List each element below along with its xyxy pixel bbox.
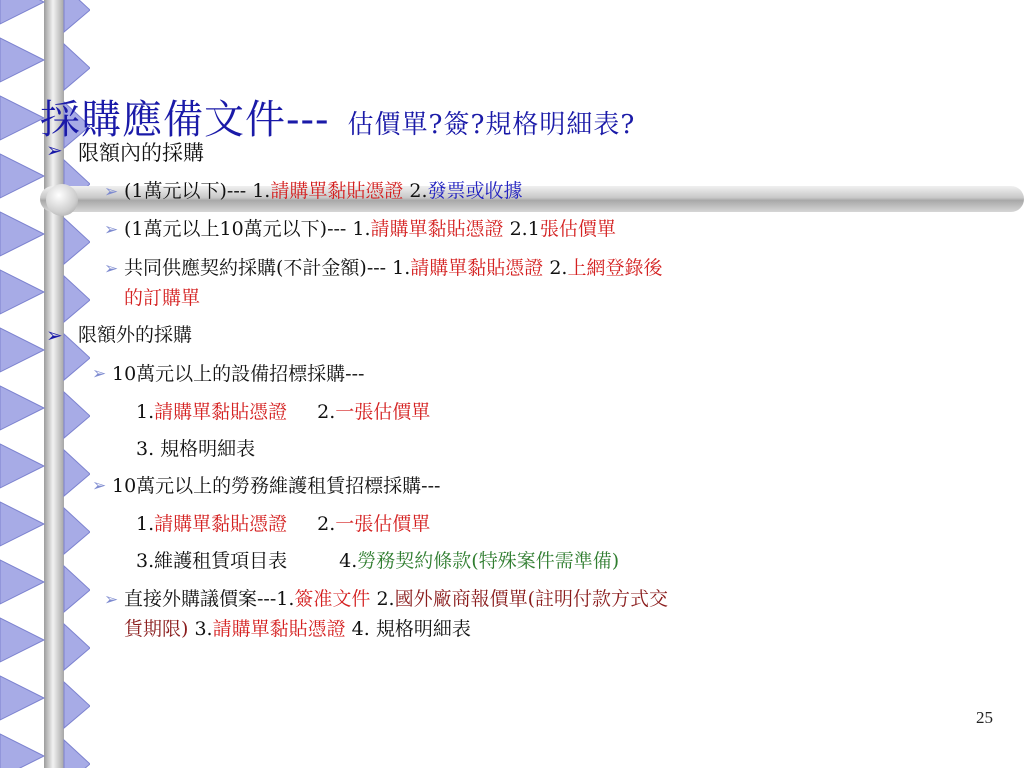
binder-triangle-right bbox=[64, 392, 90, 438]
binder-triangle-left bbox=[0, 386, 44, 430]
section2-item2-line1: 1.請購單黏貼憑證 2.一張估價單 bbox=[136, 513, 431, 535]
binder-triangle-right bbox=[64, 624, 90, 670]
binder-triangle-left bbox=[0, 502, 44, 546]
section2-heading: 限額外的採購 bbox=[78, 324, 193, 346]
title-sub: 估價單?簽?規格明細表? bbox=[347, 110, 636, 140]
binder-triangle-right bbox=[64, 566, 90, 612]
sub-bullet-icon: ➢ bbox=[104, 220, 119, 240]
section1-item-1: (1萬元以下)--- 1.請購單黏貼憑證 2.發票或收據 bbox=[124, 180, 523, 202]
binder-triangle-right bbox=[64, 0, 90, 32]
sub-bullet-icon: ➢ bbox=[104, 259, 119, 279]
binder-triangle-left bbox=[0, 212, 44, 256]
section2-item2-line2: 3.維護租賃項目表 4.勞務契約條款(特殊案件需準備) bbox=[136, 550, 620, 572]
bullet-icon: ➢ bbox=[46, 323, 63, 347]
section2-item1-line2: 3. 規格明細表 bbox=[136, 438, 256, 460]
section1-heading: 限額內的採購 bbox=[78, 141, 204, 165]
binder-triangle-right bbox=[64, 276, 90, 322]
binder-triangle-left bbox=[0, 328, 44, 372]
binder-triangle-right bbox=[64, 682, 90, 728]
binder-triangle-left bbox=[0, 38, 44, 82]
binder-triangle-left bbox=[0, 734, 44, 768]
binder-triangle-right bbox=[64, 740, 90, 768]
binder-triangle-left bbox=[0, 96, 44, 140]
binder-triangle-left bbox=[0, 270, 44, 314]
binder-triangle-left bbox=[0, 444, 44, 488]
binder-triangle-right bbox=[64, 450, 90, 496]
binder-triangle-left bbox=[0, 618, 44, 662]
section2-item3-line2: 貨期限) 3.請購單黏貼憑證 4. 規格明細表 bbox=[124, 618, 471, 640]
sub-bullet-icon: ➢ bbox=[104, 590, 119, 610]
title-main: 採購應備文件--- bbox=[40, 97, 330, 143]
sub-bullet-icon: ➢ bbox=[104, 182, 119, 202]
section2-item3-line1: 直接外購議價案---1.簽准文件 2.國外廠商報價單(註明付款方式交 bbox=[124, 588, 668, 610]
section1-item-2: (1萬元以上10萬元以下)--- 1.請購單黏貼憑證 2.1張估價單 bbox=[124, 218, 616, 240]
bullet-icon: ➢ bbox=[46, 138, 63, 162]
binder-triangle-left bbox=[0, 676, 44, 720]
section2-item1-head: 10萬元以上的設備招標採購--- bbox=[112, 363, 365, 385]
binder-triangle-right bbox=[64, 508, 90, 554]
page-number: 25 bbox=[976, 708, 993, 727]
binder-triangle-left bbox=[0, 560, 44, 604]
section1-item-3-cont: 的訂購單 bbox=[124, 287, 201, 309]
sub-bullet-icon: ➢ bbox=[92, 476, 107, 496]
binder-triangle-right bbox=[64, 218, 90, 264]
section2-item1-line1: 1.請購單黏貼憑證 2.一張估價單 bbox=[136, 401, 431, 423]
binder-triangle-right bbox=[64, 44, 90, 90]
sub-bullet-icon: ➢ bbox=[92, 364, 107, 384]
bar-knob-decoration bbox=[46, 184, 78, 216]
binder-triangle-left bbox=[0, 154, 44, 198]
section2-item2-head: 10萬元以上的勞務維護租賃招標採購--- bbox=[112, 475, 441, 497]
section1-item-3: 共同供應契約採購(不計金額)--- 1.請購單黏貼憑證 2.上網登錄後 bbox=[124, 257, 663, 279]
binder-triangle-left bbox=[0, 0, 44, 24]
